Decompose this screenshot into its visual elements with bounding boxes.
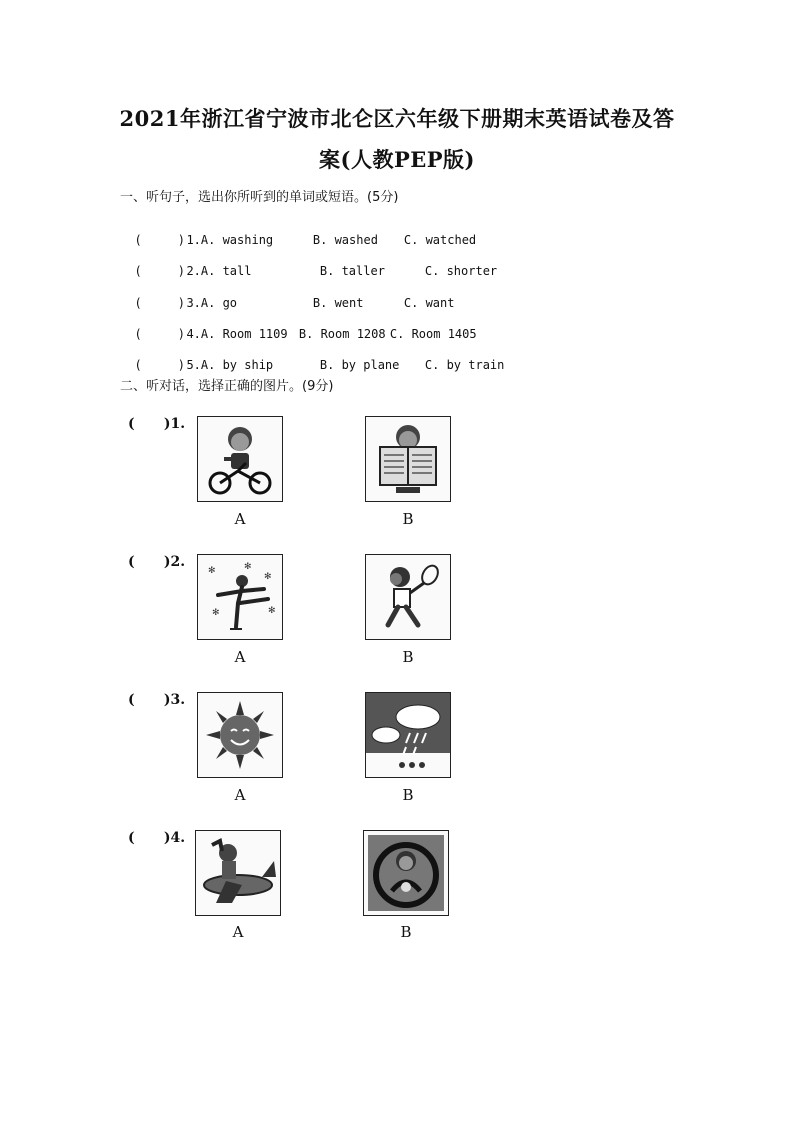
rainy-image[interactable] (365, 692, 451, 778)
svg-text:✻: ✻ (264, 572, 272, 582)
option-a-label: A (234, 786, 246, 804)
option-b: B. by plane (319, 358, 400, 372)
option-c: C. want (403, 296, 455, 310)
option-a-label: A (232, 923, 244, 941)
question-number: 2. (186, 264, 201, 278)
answer-blank[interactable]: ( ) (134, 233, 186, 247)
option-a-label: A (234, 510, 246, 528)
option-a: A. tall (200, 264, 252, 278)
option-a: A. by ship (200, 358, 274, 372)
option-b-label: B (402, 648, 414, 666)
man-driving-image[interactable] (363, 830, 449, 916)
option-b-label: B (402, 786, 414, 804)
question-number: 4. (186, 327, 201, 341)
question-number: 1. (186, 233, 201, 247)
question-row (120, 282, 454, 310)
section2-heading: 二、听对话，选择正确的图片。(9分) (120, 379, 334, 394)
option-a: A. Room 1109 (200, 327, 288, 341)
answer-blank[interactable]: ( ) (134, 296, 186, 310)
man-on-plane-image[interactable] (195, 830, 281, 916)
svg-text:✻: ✻ (268, 606, 276, 616)
boy-reading-newspaper-image[interactable] (365, 416, 451, 502)
svg-text:✻: ✻ (244, 562, 252, 572)
svg-text:✻: ✻ (208, 566, 216, 576)
option-a: A. go (200, 296, 238, 310)
option-b: B. taller (319, 264, 385, 278)
option-a-label: A (234, 648, 246, 666)
boy-riding-bike-image[interactable] (197, 416, 283, 502)
option-a: A. washing (200, 233, 274, 247)
option-b: B. washed (312, 233, 378, 247)
girl-ice-skating-image[interactable] (197, 554, 283, 640)
svg-text:✻: ✻ (212, 608, 220, 618)
picture-question-label[interactable]: ( )3. (128, 692, 186, 708)
question-row (120, 344, 504, 372)
option-b: B. went (312, 296, 364, 310)
option-b-label: B (400, 923, 412, 941)
question-number: 3. (186, 296, 201, 310)
answer-blank[interactable]: ( ) (134, 327, 186, 341)
page-title-line2: 案(人教PEP版) (319, 147, 475, 172)
girl-playing-badminton-image[interactable] (365, 554, 451, 640)
sunny-image[interactable] (197, 692, 283, 778)
option-c: C. watched (403, 233, 477, 247)
option-c: C. Room 1405 (389, 327, 477, 341)
option-b-label: B (402, 510, 414, 528)
option-c: C. by train (424, 358, 505, 372)
picture-question-label[interactable]: ( )4. (128, 830, 186, 846)
option-b: B. Room 1208 (298, 327, 386, 341)
question-row (120, 313, 477, 341)
picture-question-label[interactable]: ( )2. (128, 554, 186, 570)
answer-blank[interactable]: ( ) (134, 264, 186, 278)
option-c: C. shorter (424, 264, 498, 278)
page-title: 2021年浙江省宁波市北仑区六年级下册期末英语试卷及答 (119, 106, 675, 131)
picture-question-label[interactable]: ( )1. (128, 416, 186, 432)
section1-heading: 一、听句子，选出你所听到的单词或短语。(5分) (120, 190, 399, 205)
answer-blank[interactable]: ( ) (134, 358, 186, 372)
question-row (120, 219, 476, 247)
question-number: 5. (186, 358, 201, 372)
question-row (120, 250, 497, 278)
